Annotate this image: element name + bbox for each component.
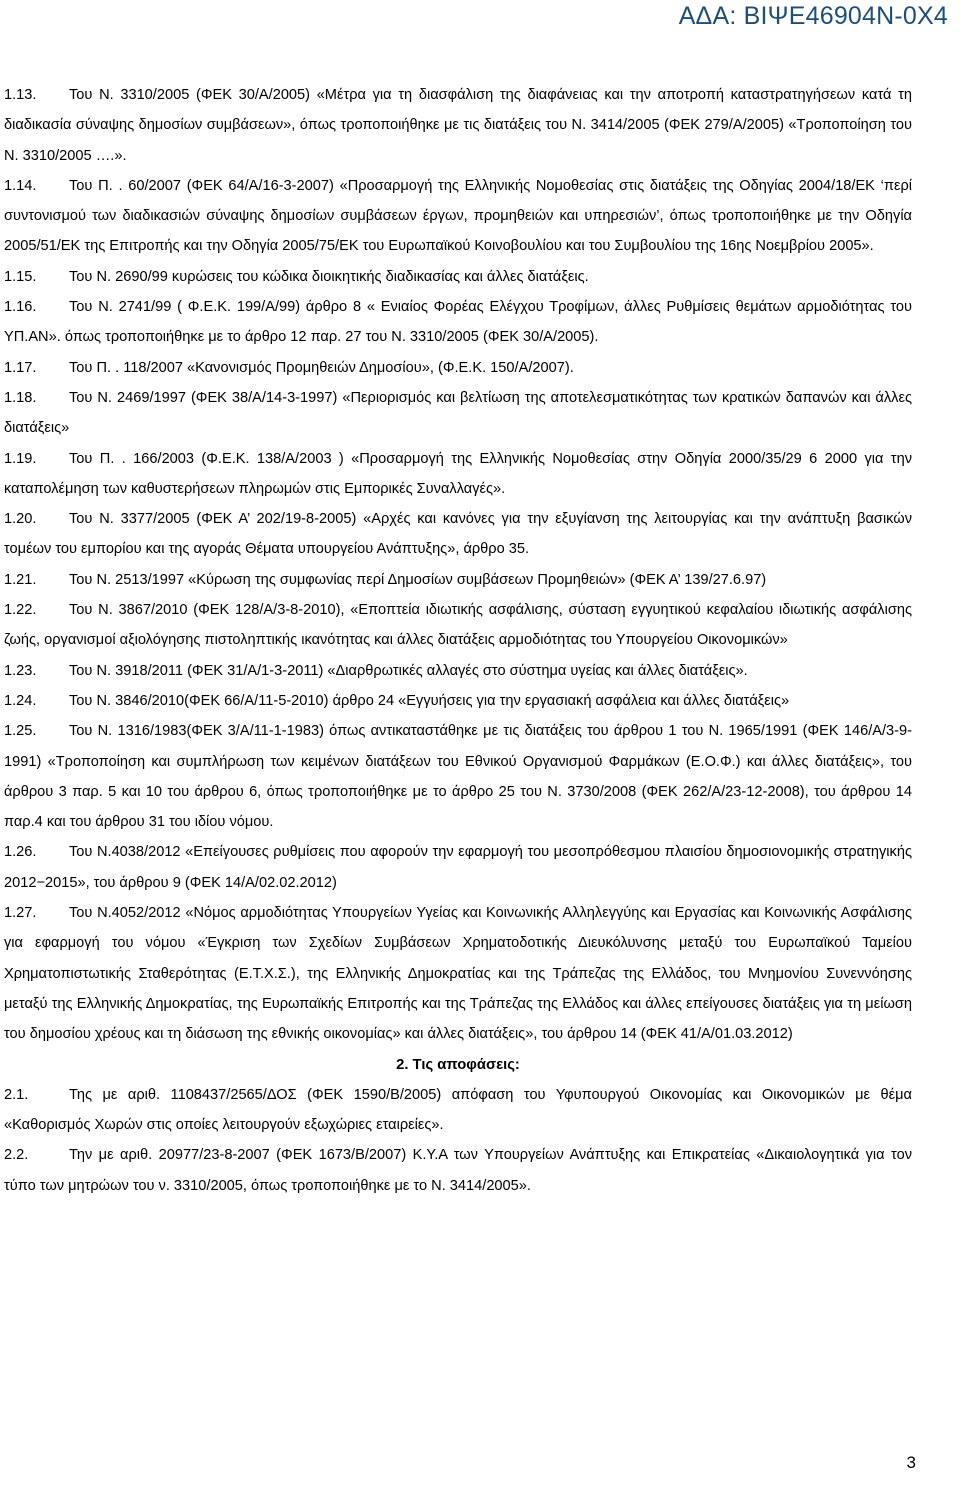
item-number: 1.25. — [4, 723, 37, 740]
item-text: Του Π. . 60/2007 (ΦΕΚ 64/Α/16-3-2007) «Προσαρμογή της Ελληνικής Νομοθεσίας στις διατάξεις της Οδηγίας 2004/18/ΕΚ ‘περί συντονισμού των διαδικασιών σύναψης δημοσίων συμβάσεων έργων, προμηθειών και υπηρεσιών’, όπως τροποποιήθηκε με την Οδηγία 2005/51/ΕΚ της Επιτροπής και την Οδηγία 2005/75/ΕΚ του Ευρωπαϊκού Κοινοβουλίου και του Συμβουλίου της 16ης Νοεμβρίου 2005». — [4, 177, 912, 255]
item-number: 1.17. — [4, 359, 37, 376]
item-number: 1.13. — [4, 87, 37, 103]
item-number: 1.14. — [4, 177, 37, 194]
item-number: 1.24. — [4, 692, 37, 709]
item-number: 1.21. — [4, 571, 37, 588]
list-item — [4, 1140, 912, 1201]
item-text: Του Ν. 2469/1997 (ΦΕΚ 38/Α/14-3-1997) «Περιορισμός και βελτίωση της αποτελεσματικότητας των κρατικών δαπανών και άλλες διατάξεις» — [4, 389, 912, 437]
list-item — [4, 716, 912, 837]
item-text: Του Π. . 118/2007 «Κανονισμός Προμηθειών Δημοσίου», (Φ.Ε.Κ. 150/Α/2007). — [69, 359, 574, 376]
section-heading: 2. Τις αποφάσεις: — [396, 1056, 520, 1073]
item-text: Του Ν. 2513/1997 «Κύρωση της συμφωνίας περί Δημοσίων συμβάσεων Προμηθειών» (ΦΕΚ Α’ 139/27.6.97) — [69, 571, 767, 588]
list-item — [4, 353, 912, 383]
list-item — [4, 262, 912, 292]
item-text: Του Ν.4052/2012 «Νόμος αρμοδιότητας Υπουργείων Υγείας και Κοινωνικής Αλληλεγγύης και Εργασίας και Κοινωνικής Ασφάλισης για εφαρμογή του νόμου «Έγκριση των Σχεδίων Συμβάσεων Χρηματοδοτικής Διευκόλυνσης μεταξύ του Ευρωπαϊκού Ταμείου Χρηματοπιστωτικής Σταθερότητας (Ε.Τ.Χ.Σ.), της Ελληνικής Δημοκρατίας και της Τράπεζας της Ελλάδος, του Μνημονίου Συνεννόησης μεταξύ της Ελληνικής Δημοκρατίας, της Ευρωπαϊκής Επιτροπής και της Τράπεζας της Ελλάδος και άλλες επείγουσες διατάξεις για τη μείωση του δημοσίου χρέους και τη διάσωση της εθνικής οικονομίας» και άλλες διατάξεις», του άρθρου 14 (ΦΕΚ 41/Α/01.03.2012) — [4, 905, 912, 1043]
item-text: Του Ν. 3846/2010(ΦΕΚ 66/Α/11-5-2010) άρθρο 24 «Εγγυήσεις για την εργασιακή ασφάλεια και άλλες διατάξεις» — [69, 692, 790, 709]
item-number: 1.19. — [4, 450, 37, 467]
item-number: 1.26. — [4, 844, 37, 861]
list-item — [4, 656, 912, 686]
item-number: 1.27. — [4, 905, 37, 922]
item-number: 2.2. — [4, 1147, 29, 1164]
list-item — [4, 80, 912, 171]
item-text: Την με αριθ. 20977/23-8-2007 (ΦΕΚ 1673/Β/2007) Κ.Υ.Α των Υπουργείων Ανάπτυξης και Επικρατείας «Δικαιολογητικά για τον τύπο των μητρώων του ν. 3310/2005, όπως τροποποιήθηκε με το Ν. 3414/2005». — [4, 1147, 912, 1194]
item-number: 1.16. — [4, 299, 37, 316]
item-number: 1.15. — [4, 268, 37, 285]
page-number: 3 — [906, 1453, 916, 1472]
list-item — [4, 171, 912, 262]
item-text: Του Ν. 2741/99 ( Φ.Ε.Κ. 199/Α/99) άρθρο 8 « Ενιαίος Φορέας Ελέγχου Τροφίμων, άλλες Ρυθμίσεις θεμάτων αρμοδιότητας του ΥΠ.ΑΝ». όπως τροποποιήθηκε με το άρθρο 12 παρ. 27 του Ν. 3310/2005 (ΦΕΚ 30/Α/2005). — [4, 299, 912, 346]
item-text: Του Ν. 3918/2011 (ΦΕΚ 31/Α/1-3-2011) «Διαρθρωτικές αλλαγές στο σύστημα υγείας και άλλες διατάξεις». — [69, 662, 748, 679]
item-text: Του Ν. 1316/1983(ΦΕΚ 3/Α/11-1-1983) όπως αντικαταστάθηκε με τις διατάξεις του άρθρου 1 του Ν. 1965/1991 (ΦΕΚ 146/Α/3-9-1991) «Τροποποίηση και συμπλήρωση των κειμένων διατάξεων του Εθνικού Οργανισμού Φαρμάκων (Ε.Ο.Φ.) και άλλες διατάξεις», του άρθρου 3 παρ. 5 και 10 του άρθρου 6, όπως τροποποιήθηκε με το άρθρο 25 του Ν. 3730/2008 (ΦΕΚ 262/Α/23-12-2008), του άρθρου 14 παρ.4 και του άρθρου 31 του ιδίου νόμου. — [4, 723, 912, 831]
item-number: 1.20. — [4, 511, 37, 528]
list-item — [4, 504, 912, 565]
item-text: Του Π. . 166/2003 (Φ.Ε.Κ. 138/Α/2003 ) «Προσαρμογή της Ελληνικής Νομοθεσίας στην Οδηγία 2000/35/29 6 2000 για την καταπολέμηση των καθυστερήσεων πληρωμών στις Εμπορικές Συναλλαγές». — [4, 450, 912, 497]
item-text: Του Ν.4038/2012 «Επείγουσες ρυθμίσεις που αφορούν την εφαρμογή του μεσοπρόθεσμου πλαισίου δημοσιονομικής στρατηγικής 2012−2015», του άρθρου 9 (ΦΕΚ 14/Α/02.02.2012) — [4, 844, 912, 891]
list-item — [4, 837, 912, 898]
list-item — [4, 444, 912, 505]
list-item — [4, 898, 912, 1049]
item-number: 1.23. — [4, 662, 37, 679]
item-number: 2.1. — [4, 1086, 29, 1103]
item-text: Του Ν. 2690/99 κυρώσεις του κώδικα διοικητικής διαδικασίας και άλλες διατάξεις. — [69, 268, 589, 285]
document-body — [0, 80, 912, 1201]
item-number: 1.18. — [4, 389, 37, 406]
list-item — [4, 1080, 912, 1141]
list-item — [4, 292, 912, 353]
item-text: Του Ν. 3377/2005 (ΦΕΚ Α’ 202/19-8-2005) «Αρχές και κανόνες για την εξυγίανση της λειτουργίας και την ανάπτυξη βασικών τομέων του εμπορίου και της αγοράς Θέματα υπουργείου Ανάπτυξης», άρθρο 35. — [4, 511, 912, 558]
list-item — [4, 595, 912, 656]
item-text: Του Ν. 3867/2010 (ΦΕΚ 128/Α/3-8-2010), «Εποπτεία ιδιωτικής ασφάλισης, σύσταση εγγυητικού κεφαλαίου ιδιωτικής ασφάλισης ζωής, οργανισμοί αξιολόγησης πιστοληπτικής ικανότητας και άλλες διατάξεις αρμοδιότητας του Υπουργείου Οικονομικών» — [4, 602, 912, 649]
item-text: Του Ν. 3310/2005 (ΦΕΚ 30/Α/2005) «Μέτρα για τη διασφάλιση της διαφάνειας και την αποτροπή καταστρατηγήσεων κατά τη διαδικασία σύναψης δημοσίων συμβάσεων», όπως τροποποιήθηκε με τις διατάξεις του Ν. 3414/2005 (ΦΕΚ 279/Α/2005) «Τροποποίηση του Ν. 3310/2005 ….». — [4, 87, 912, 164]
list-item — [4, 565, 912, 595]
list-item — [4, 686, 912, 716]
list-item — [4, 383, 912, 444]
item-text: Της με αριθ. 1108437/2565/ΔΟΣ (ΦΕΚ 1590/Β/2005) απόφαση του Υφυπουργού Οικονομίας και Οικονομικών με θέμα «Καθορισμός Χωρών στις οποίες λειτουργούν εξωχώριες εταιρείες». — [4, 1086, 912, 1134]
item-number: 1.22. — [4, 602, 37, 619]
ada-code: ΑΔΑ: ΒΙΨΕ46904Ν-0Χ4 — [678, 2, 948, 30]
